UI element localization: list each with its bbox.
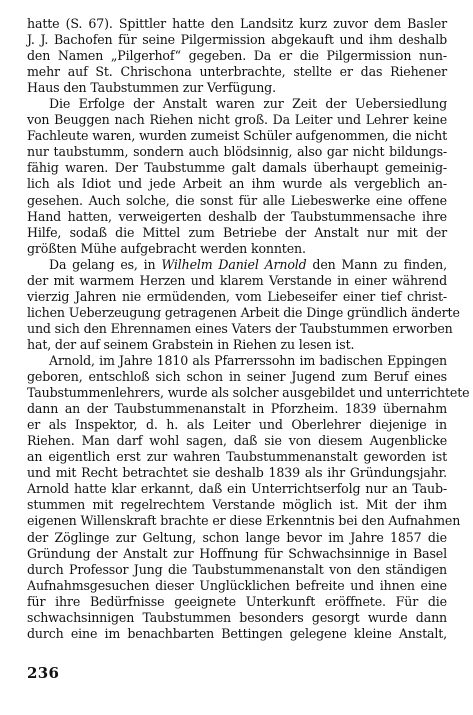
text-line: geboren, entschloß sich schon in seiner Jugend zum Beruf eines [27,369,447,385]
text-line: durch Professor Jung die Taubstummenanstalt von den ständigen [27,561,447,577]
text-line: an eigentlich erst zur wahren Taubstummenanstalt geworden ist [27,449,447,465]
text-line: mehr auf St. Chrischona unterbrachte, stellte er das Riehener [27,64,447,80]
text-line: für ihre Bedürfnisse geeignete Unterkunft eröffnete. Für die [27,593,447,609]
text-line: von Beuggen nach Riehen nicht groß. Da Leiter und Lehrer keine [27,112,447,128]
text-line: hat, der auf seinem Grabstein in Riehen zu lesen ist. [27,336,355,352]
text-line: Arnold hatte klar erkannt, daß ein Unterrichtserfolg nur an Taub- [27,481,447,497]
text-line: lich als Idiot und jede Arbeit an ihm wurde als vergeblich an- [27,176,447,192]
text-line: er als Inspektor, d. h. als Leiter und Oberlehrer diejenige in [27,417,447,433]
text-line: Taubstummenlehrers, wurde als solcher ausgebildet und unterrichtete [27,385,470,401]
paragraph-4 [27,352,470,642]
text-line: Die Erfolge der Anstalt waren zur Zeit der Uebersiedlung [49,96,447,112]
text-line: Hilfe, sodaß die Mittel zum Betriebe der Anstalt nur mit der [27,224,447,240]
text-line: eigenen Willenskraft brachte er diese Erkenntnis bei den Aufnahmen [27,513,461,529]
text-line: Arnold, im Jahre 1810 als Pfarrerssohn im badischen Eppingen [49,352,447,368]
text-line: nur taubstumm, sondern auch blödsinnig, also gar nicht bildungs- [27,144,447,160]
text-run: Da gelang es, in [49,256,162,272]
body-text [27,16,470,642]
text-line: Gründung der Anstalt zur Hoffnung für Schwachsinnige in Basel [27,545,447,561]
text-line: und mit Recht betrachtet sie deshalb 1839 als ihr Gründungsjahr. [27,465,447,481]
text-line: der mit warmem Herzen und klarem Verstande in einer während [27,272,447,288]
paragraph-1 [27,16,447,96]
text-line: J. J. Bachofen für seine Pilgermission abgekauft und ihm deshalb [27,32,447,48]
paragraph-3 [27,256,460,353]
text-line: schwachsinnigen Taubstummen besonders gesorgt wurde dann [27,609,447,625]
text-line: fähig waren. Der Taubstumme galt damals überhaupt gemeinig- [27,160,447,176]
text-line: gesehen. Auch solche, die sonst für alle Liebeswerke eine offene [27,192,447,208]
text-line: Haus den Taubstummen zur Verfügung. [27,80,276,96]
text-line: Aufnahmsgesuchen dieser Unglücklichen befreite und ihnen eine [27,577,447,593]
text-line: dann an der Taubstummenanstalt in Pforzheim. 1839 übernahm [27,401,447,417]
text-line: und sich den Ehrennamen eines Vaters der Taubstummen erworben [27,320,453,336]
text-line [27,257,447,273]
page-number: 236 [27,664,60,682]
text-line: vierzig Jahren nie ermüdenden, vom Liebeseifer einer tief christ- [27,288,447,304]
person-name-italic: Wilhelm Daniel Arnold [161,256,307,272]
text-line: hatte (S. 67). Spittler hatte den Landsitz kurz zuvor dem Basler [27,16,447,31]
text-line: Riehen. Man darf wohl sagen, daß sie von diesem Augenblicke [27,433,447,449]
text-line: lichen Ueberzeugung getragenen Arbeit die Dinge gründlich änderte [27,304,460,320]
text-line: Hand hatten, verweigerten deshalb der Taubstummensache ihre [27,208,447,224]
text-line: der Zöglinge zur Geltung, schon lange bevor im Jahre 1857 die [27,529,447,545]
text-line: durch eine im benachbarten Bettingen gelegene kleine Anstalt, [27,625,447,641]
text-line: Fachleute waren, wurden zumeist Schüler aufgenommen, die nicht [27,128,447,144]
text-line: den Namen „Pilgerhof“ gegeben. Da er die Pilgermission nun- [27,48,447,64]
text-run: den Mann zu finden, [306,256,447,272]
text-line: größten Mühe aufgebracht werden konnten. [27,240,306,256]
text-line: stummen mit regelrechtem Verstande möglich ist. Mit der ihm [27,497,447,513]
paragraph-2 [27,96,447,256]
